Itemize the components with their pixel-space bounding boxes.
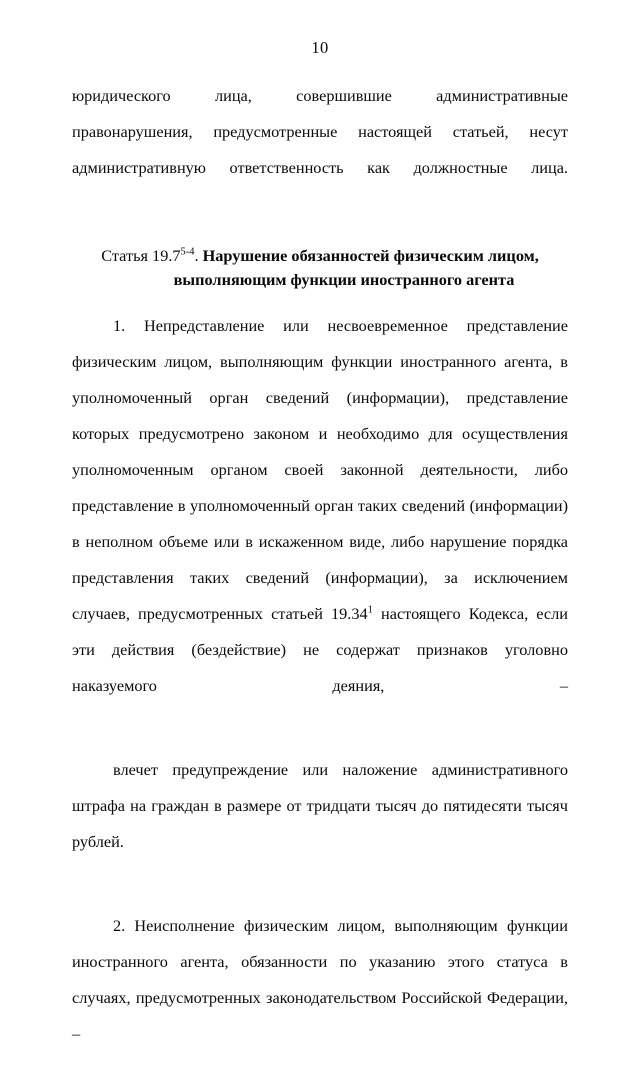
paragraph-2-text: 2. Неисполнение физическим лицом, выполняющим функции иностранного агента, обязанности по указанию этого статуса в случаях, предусмотренных законодательством Российской Федерации, – — [72, 916, 568, 1043]
spacer — [72, 896, 568, 908]
paragraph-1-superscript: 1 — [367, 604, 373, 616]
paragraph-1-sanction — [72, 752, 568, 896]
continuation-paragraph-text: юридического лица, совершившие административные правонарушения, предусмотренные настоящей статьей, несут административную ответственность как должностные лица. — [72, 86, 568, 177]
article-title-line-2: выполняющим функции иностранного агента — [173, 270, 515, 289]
article-label-suffix: . — [194, 246, 199, 265]
spacer — [72, 740, 568, 752]
article-heading — [72, 230, 568, 292]
spacer — [72, 292, 568, 308]
article-label: Статья 19.7 — [101, 246, 181, 265]
page-content — [72, 78, 568, 1088]
paragraph-1-text-part-a: 1. Непредставление или несвоевременное представление физическим лицом, выполняющим функции иностранного агента, в уполномоченный орган сведений (информации), представление которых предусмотрено законом и необходимо для осуществления уполномоченным органом своей законной деятельности, либо представление в уполномоченный орган таких сведений (информации) в неполном объеме или в искаженном виде, либо нарушение порядка представления таких сведений (информации), за исключением случаев, предусмотренных статьей 19.34 — [72, 316, 568, 623]
article-heading-line-1 — [72, 244, 568, 268]
article-label-superscript: 5-4 — [180, 246, 195, 258]
paragraph-2 — [72, 908, 568, 1088]
spacer — [72, 222, 568, 230]
continuation-paragraph — [72, 78, 568, 222]
page-number: 10 — [311, 38, 329, 57]
paragraph-1 — [72, 308, 568, 740]
paragraph-1-text-part-b: настоящего Кодекса, если эти действия (бездействие) не содержат признаков уголовно наказуемого деяния, – — [72, 604, 568, 695]
paragraph-1-sanction-text: влечет предупреждение или наложение административного штрафа на граждан в размере от тридцати тысяч до пятидесяти тысяч рублей. — [72, 760, 568, 851]
article-title-line-1: Нарушение обязанностей физическим лицом, — [202, 246, 539, 265]
